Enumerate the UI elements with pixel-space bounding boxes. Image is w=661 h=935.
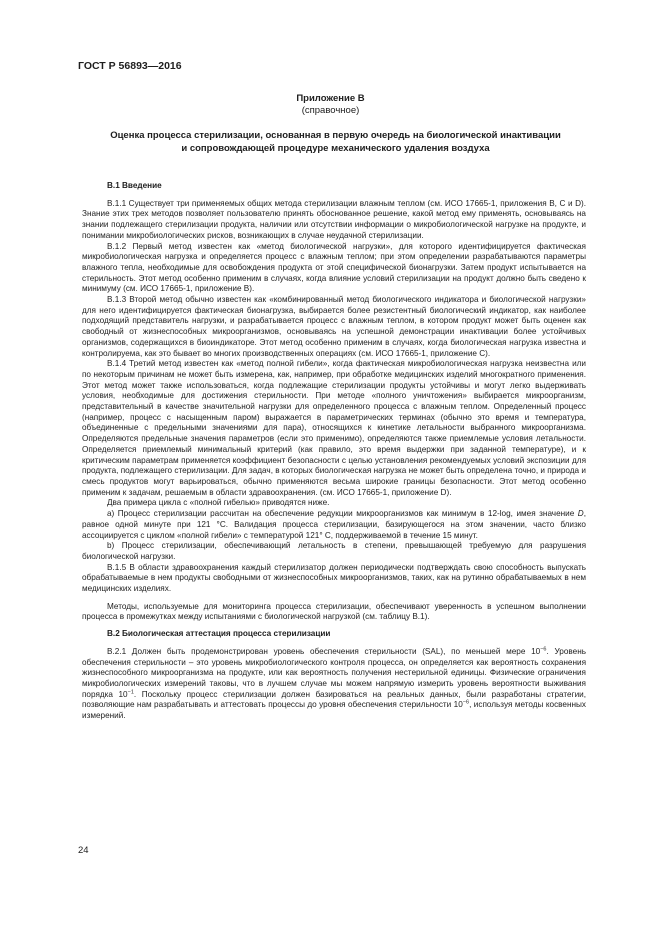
document-title-line1: Оценка процесса стерилизации, основанная в первую очередь на биологической инактивации [110, 130, 561, 141]
list-item-b: b) Процесс стерилизации, обеспечивающий летальность в степени, превышающей требуемую для разрушения биологической нагрузки. [82, 541, 586, 561]
paragraph-examples-intro: Два примера цикла с «полной гибелью» приводятся ниже. [107, 498, 330, 508]
list-item-a-text-2: , равное одной минуте при 121 °С. Валидация процесса стерилизации, базирующегося на этом значении, часто близко ассоциируется с циклом «полной гибели» с температурой 121° С, поддерживаемой в течение 15 минут. [82, 509, 586, 540]
standard-header: ГОСТ Р 56893—2016 [78, 60, 182, 72]
d-value-symbol: D [577, 509, 584, 519]
annex-title: Приложение В [296, 93, 365, 104]
paragraph-b-2-1 [82, 647, 586, 722]
b21-sup-2: −1 [127, 688, 134, 695]
b21-sup-1: −6 [540, 646, 547, 653]
paragraph-b-1-5: В.1.5 В области здравоохранения каждый стерилизатор должен периодически подтверждать свою способность выпускать обрабатываемые в нем продукты свободными от жизнеспособных микроорганизмов, таких, как на рутинно обрабатываемых в нем медицинских изделиях. [82, 562, 586, 594]
document-body [82, 181, 586, 722]
section-heading-b2: В.2 Биологическая аттестация процесса стерилизации [107, 629, 331, 639]
paragraph-monitoring: Методы, используемые для мониторинга процесса стерилизации, обеспечивают уверенность в успешном выполнении процесса в промежутках между испытаниями с биологической нагрузкой (см. таблицу В.1). [82, 601, 586, 622]
b21-text-2: . Уровень обеспечения стерильности – это уровень микробиологического контроля процесса, он определяется как вероятность сохранения жизнеспособного микроорганизма на продукте, или как вероятность получения нестерильной единицы. Физические ограничения микробиологических измерений таковы, что в лучшем случае мы можем напрямую измерить уровень вероятности выживания порядка 10 [82, 646, 586, 699]
b21-text-3: . Поскольку процесс стерилизации должен базироваться на реальных данных, были разработаны стратегии, позволяющие нам разрабатывать и аттестовать процессы до уровня обеспечения стерильности 10 [82, 689, 587, 710]
paragraph-b-1-4: В.1.4 Третий метод известен как «метод полной гибели», когда фактическая микробиологическая нагрузка неизвестна или по некоторым причинам не может быть измерена, как, например, при обработке медицинских изделий многократного применения. Этот метод может также использоваться, когда подлежащие стерилизации продукты устойчивы и могут легко выдерживать условия, необходимые для достижения стерильности. При методе «полного уничтожения» выбирается микроорганизм, представительный в качестве значительной нагрузки для определенного процесса с влажным теплом. Определенный процесс (например, процесс с насыщенным паром) выражается в параметрических терминах (обычно это время и температура, объединенные с предельными значениями для пара), относящихся к кинетике летальности выбранного микроорганизма. Определяются предельные значения параметров (если это применимо), определяются также приемлемые условия летальности. Определяется приемлемый минимальный критерий (как правило, это время выдержки при заданной температуре), и к критическим параметрам применяется коэффициент безопасности с целью установления рекомендуемых условий экспозиции для продукта, подлежащего стерилизации. Для задач, в которых биологическая нагрузка не может быть определена точно, и природа и смесь продуктов могут варьироваться, обычно применяются весьма широкие границы безопасности. Этот метод особенно применим к задачам, решаемым в области здравоохранения. (см. ИСО 17665-1, приложение D). [82, 359, 586, 497]
list-item-a-text-1: а) Процесс стерилизации рассчитан на обеспечение редукции микроорганизмов как минимум в 12-log, имея значение [107, 509, 578, 519]
page-number: 24 [78, 845, 89, 856]
b21-text-1: В.2.1 Должен быть продемонстрирован уровень обеспечения стерильности (SAL), по меньшей мере 10 [107, 646, 541, 656]
document-title [70, 130, 601, 155]
document-title-line2: и сопровождающей процедуре механического удаления воздуха [181, 142, 490, 154]
b21-sup-3: −6 [462, 699, 470, 706]
section-heading-b1: В.1 Введение [107, 181, 162, 190]
list-item-a [82, 509, 586, 541]
b21-text-4: , используя методы косвенных измерений. [82, 700, 586, 721]
paragraph-b-1-2: В.1.2 Первый метод известен как «метод биологической нагрузки», для которого идентифицируется фактическая микробиологическая нагрузка и определяется процесс с влажным теплом; при этом определении разрабатываются параметры влажного тепла, необходимые для освобождения продукта от этой специфической бионагрузки. Затем продукт испытывается на стерильность. Этот метод особенно применим в случаях, когда влияние условий стерилизации на продукт должно быть сведено к минимуму (см. ИСО 17665-1, приложение В). [82, 241, 586, 294]
annex-subtitle: (справочное) [301, 104, 360, 116]
paragraph-b-1-1: В.1.1 Существует три применяемых общих метода стерилизации влажным теплом (см. ИСО 17665-1, приложения В, С и D). Знание этих трех методов позволяет пользователю принять обоснованное решение, какой метод ему применять, основываясь на знании подлежащего стерилизации продукта, наличии или отсутствии информации о микробиологической нагрузке на продукте, и понимании микробиологических рисков, возникающих в случае неудачной стерилизации. [82, 198, 586, 240]
annex-heading [0, 93, 661, 116]
paragraph-b-1-3: В.1.3 Второй метод обычно известен как «комбинированный метод биологического индикатора и биологической нагрузки» для него идентифицируется фактическая бионагрузка, выбирается более резистентный биологический индикатор, как наиболее подходящий представитель нагрузки, и разрабатывается процесс с влажным теплом, в котором продукт может быть оценен как свободный от жизнеспособных микроорганизмов, основываясь на успешной демонстрации инактивации более устойчивых организмов, содержащихся в биоиндикаторе. Этот метод особенно применим в случаях, когда биологическая нагрузка известна и контролируема, как это бывает во многих производственных операциях (см. ИСО 17665-1, приложение С). [82, 295, 586, 358]
